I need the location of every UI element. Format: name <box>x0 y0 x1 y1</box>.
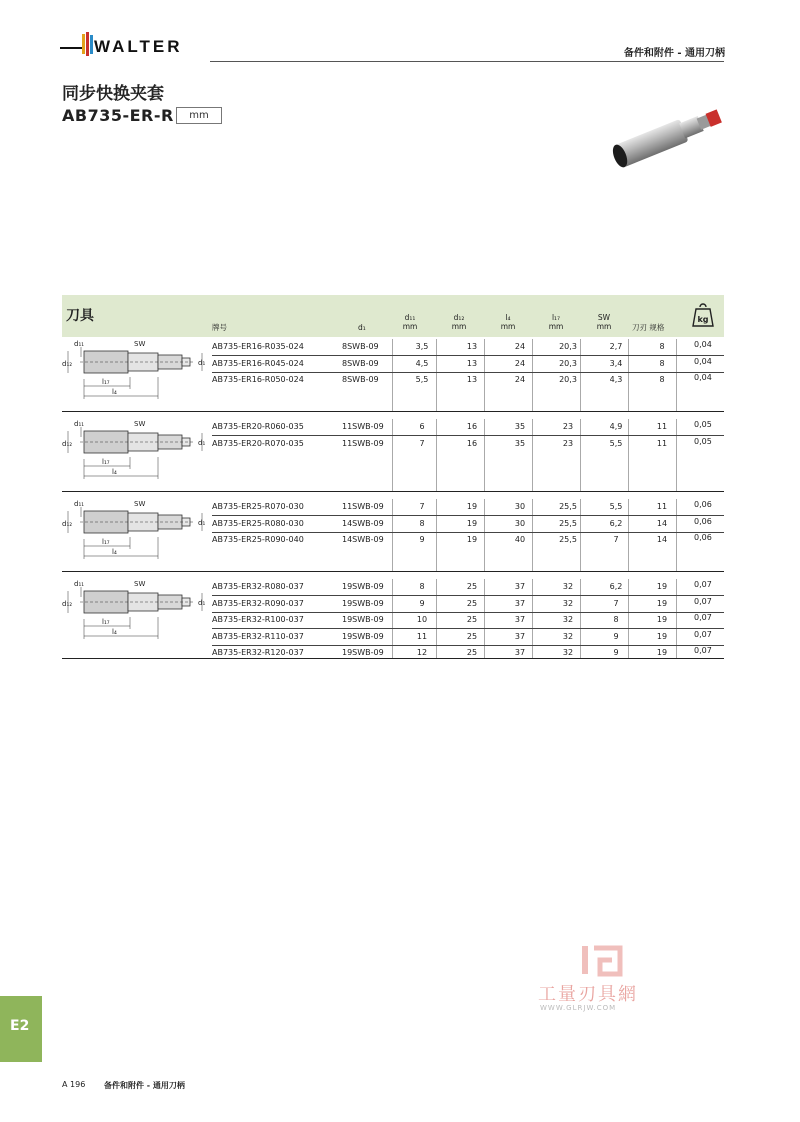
tool-drawing <box>62 579 210 643</box>
sw-code-cell: 8SWB-09 <box>342 342 379 351</box>
drawing-label: d₁ <box>198 519 206 527</box>
unit-badge: mm <box>176 107 222 124</box>
weight-cell: 0,05 <box>694 436 712 446</box>
part-number-cell: AB735-ER32-R090-037 <box>212 598 304 608</box>
col-d1: d₁ <box>358 323 366 332</box>
drawing-label: d₁ <box>198 359 206 367</box>
sw-code-cell: 19SWB-09 <box>342 631 384 641</box>
part-number-cell: AB735-ER25-R070-030 <box>212 502 304 511</box>
l4-cell: 30 <box>514 502 526 511</box>
l17-cell: 20,3 <box>559 375 577 384</box>
weight-cell: 0,06 <box>694 516 712 526</box>
sw-cell: 6,2 <box>609 518 623 528</box>
weight-kg-icon <box>692 301 714 327</box>
sw-cell: 5,5 <box>609 438 623 448</box>
l4-cell: 37 <box>514 598 526 608</box>
product-code: AB735-ER-R <box>62 106 174 125</box>
weight-cell: 0,07 <box>694 580 712 589</box>
sw-cell: 7 <box>613 535 619 544</box>
table-row <box>212 339 724 355</box>
l17-cell: 25,5 <box>559 518 577 528</box>
d1-cell: 10 <box>416 615 428 624</box>
part-number-cell: AB735-ER16-R050-024 <box>212 375 304 384</box>
page-title: 同步快换夹套 <box>62 84 164 104</box>
watermark-text: 工量刃具網 <box>538 984 638 1005</box>
group-bottom-rule <box>62 491 724 492</box>
col-spec: 刀刃 规格 <box>632 323 665 332</box>
footer-section: 备件和附件 - 通用刀柄 <box>104 1081 185 1090</box>
sw-cell: 3,4 <box>609 358 623 368</box>
d12-cell: 25 <box>466 582 478 591</box>
l4-cell: 37 <box>514 648 526 657</box>
l17-cell: 32 <box>562 648 574 657</box>
weight-cell: 0,04 <box>694 373 712 382</box>
drawing-label: l₄ <box>112 388 117 396</box>
part-number-cell: AB735-ER32-R100-037 <box>212 615 304 624</box>
d1-cell: 3,5 <box>415 342 429 351</box>
drawing-label: SW <box>134 500 146 508</box>
d1-cell: 8 <box>419 518 425 528</box>
part-number-cell: AB735-ER32-R080-037 <box>212 582 304 591</box>
l17-cell: 20,3 <box>559 358 577 368</box>
drawing-label: l₄ <box>112 548 117 556</box>
col-d12: d₁₂ mm <box>451 313 467 331</box>
spec-cell: 14 <box>656 535 668 544</box>
table-row <box>212 419 724 435</box>
d1-cell: 8 <box>419 582 425 591</box>
weight-cell: 0,04 <box>694 340 712 349</box>
sw-cell: 4,9 <box>609 422 623 431</box>
d12-cell: 13 <box>466 342 478 351</box>
drawing-label: SW <box>134 420 146 428</box>
col-sw: SW mm <box>596 313 612 331</box>
svg-text:kg: kg <box>697 315 709 324</box>
part-number-cell: AB735-ER25-R080-030 <box>212 518 304 528</box>
chapter-tab: E2 <box>0 996 42 1062</box>
sw-cell: 7 <box>613 598 619 608</box>
drawing-label: l₄ <box>112 468 117 476</box>
drawing-label: d₁ <box>198 599 206 607</box>
table-row <box>212 612 724 628</box>
drawing-label: SW <box>134 580 146 588</box>
sw-cell: 5,5 <box>609 502 623 511</box>
spec-cell: 19 <box>656 615 668 624</box>
part-number-cell: AB735-ER32-R110-037 <box>212 631 304 641</box>
col-d11: d₁₁ mm <box>402 313 418 331</box>
table-row <box>212 356 724 372</box>
sw-code-cell: 8SWB-09 <box>342 375 379 384</box>
drawing-label: l₄ <box>112 628 117 636</box>
d1-cell: 11 <box>416 631 428 641</box>
table-section-title: 刀具 <box>66 308 94 324</box>
sw-code-cell: 11SWB-09 <box>342 438 384 448</box>
sw-code-cell: 11SWB-09 <box>342 422 384 431</box>
spec-cell: 19 <box>656 648 668 657</box>
spec-cell: 19 <box>656 598 668 608</box>
d12-cell: 16 <box>466 438 478 448</box>
header-section: 备件和附件 - 通用刀柄 <box>623 48 725 59</box>
table-row <box>212 629 724 645</box>
table-row <box>212 516 724 532</box>
group-bottom-rule <box>62 658 724 659</box>
l4-cell: 35 <box>514 438 526 448</box>
drawing-label: d₁₁ <box>74 500 85 508</box>
l17-cell: 23 <box>562 422 574 431</box>
weight-cell: 0,07 <box>694 646 712 655</box>
watermark-logo-icon <box>580 944 626 978</box>
l4-cell: 24 <box>514 342 526 351</box>
sw-code-cell: 19SWB-09 <box>342 582 384 591</box>
d1-cell: 6 <box>419 422 425 431</box>
l4-cell: 30 <box>514 518 526 528</box>
watermark-url: WWW.GLRJW.COM <box>540 1004 617 1012</box>
l17-cell: 25,5 <box>559 535 577 544</box>
d12-cell: 25 <box>466 631 478 641</box>
l17-cell: 23 <box>562 438 574 448</box>
sw-cell: 9 <box>613 648 619 657</box>
col-l17: l₁₇ mm <box>548 313 564 331</box>
sw-cell: 8 <box>613 615 619 624</box>
tool-drawing <box>62 499 210 563</box>
sw-code-cell: 8SWB-09 <box>342 358 379 368</box>
drawing-label: l₁₇ <box>102 538 110 546</box>
spec-cell: 14 <box>656 518 668 528</box>
spec-cell: 8 <box>659 342 665 351</box>
d1-cell: 9 <box>419 535 425 544</box>
group-bottom-rule <box>62 571 724 572</box>
l4-cell: 40 <box>514 535 526 544</box>
d12-cell: 19 <box>466 518 478 528</box>
l4-cell: 37 <box>514 615 526 624</box>
sw-code-cell: 19SWB-09 <box>342 648 384 657</box>
part-number-cell: AB735-ER16-R045-024 <box>212 358 304 368</box>
tool-drawing <box>62 339 210 403</box>
d1-cell: 7 <box>419 438 425 448</box>
l17-cell: 32 <box>562 582 574 591</box>
sw-cell: 9 <box>613 631 619 641</box>
l4-cell: 37 <box>514 582 526 591</box>
drawing-label: l₁₇ <box>102 618 110 626</box>
l4-cell: 37 <box>514 631 526 641</box>
part-number-cell: AB735-ER16-R035-024 <box>212 342 304 351</box>
drawing-label: d₁₂ <box>62 520 73 528</box>
table-header <box>62 295 724 337</box>
page-number: A 196 <box>62 1080 86 1089</box>
product-image <box>606 98 732 168</box>
sw-cell: 6,2 <box>609 582 623 591</box>
sw-code-cell: 19SWB-09 <box>342 598 384 608</box>
l17-cell: 32 <box>562 598 574 608</box>
tool-group <box>62 339 724 411</box>
header-divider <box>210 61 724 62</box>
d1-cell: 7 <box>419 502 425 511</box>
weight-cell: 0,07 <box>694 596 712 606</box>
drawing-label: d₁₂ <box>62 360 73 368</box>
d12-cell: 25 <box>466 615 478 624</box>
sw-cell: 4,3 <box>609 375 623 384</box>
weight-cell: 0,04 <box>694 356 712 366</box>
table-row <box>212 532 724 548</box>
d12-cell: 19 <box>466 502 478 511</box>
spec-cell: 8 <box>659 375 665 384</box>
drawing-label: l₁₇ <box>102 458 110 466</box>
d12-cell: 13 <box>466 358 478 368</box>
weight-cell: 0,07 <box>694 613 712 622</box>
d1-cell: 9 <box>419 598 425 608</box>
table-row <box>212 579 724 595</box>
sw-code-cell: 14SWB-09 <box>342 535 384 544</box>
l17-cell: 32 <box>562 631 574 641</box>
sw-code-cell: 14SWB-09 <box>342 518 384 528</box>
spec-cell: 11 <box>656 502 668 511</box>
l4-cell: 35 <box>514 422 526 431</box>
brand-name: WALTER <box>94 37 183 56</box>
weight-cell: 0,07 <box>694 629 712 639</box>
tool-group <box>62 419 724 491</box>
spec-cell: 11 <box>656 438 668 448</box>
group-bottom-rule <box>62 411 724 412</box>
sw-code-cell: 11SWB-09 <box>342 502 384 511</box>
weight-cell: 0,05 <box>694 420 712 429</box>
l17-cell: 32 <box>562 615 574 624</box>
sw-cell: 2,7 <box>609 342 623 351</box>
table-row <box>212 372 724 388</box>
drawing-label: d₁₁ <box>74 580 85 588</box>
spec-cell: 19 <box>656 631 668 641</box>
table-row <box>212 499 724 515</box>
weight-cell: 0,06 <box>694 533 712 542</box>
spec-cell: 11 <box>656 422 668 431</box>
spec-cell: 19 <box>656 582 668 591</box>
part-number-cell: AB735-ER25-R090-040 <box>212 535 304 544</box>
drawing-label: d₁₁ <box>74 420 85 428</box>
part-number-cell: AB735-ER20-R070-035 <box>212 438 304 448</box>
d12-cell: 16 <box>466 422 478 431</box>
l17-cell: 20,3 <box>559 342 577 351</box>
table-row <box>212 596 724 612</box>
col-part: 牌号 <box>212 323 227 332</box>
drawing-label: d₁ <box>198 439 206 447</box>
d12-cell: 19 <box>466 535 478 544</box>
col-l4: l₄ mm <box>500 313 516 331</box>
d1-cell: 5,5 <box>415 375 429 384</box>
tool-drawing <box>62 419 210 483</box>
d12-cell: 25 <box>466 648 478 657</box>
drawing-label: d₁₂ <box>62 440 73 448</box>
l4-cell: 24 <box>514 358 526 368</box>
d12-cell: 13 <box>466 375 478 384</box>
d1-cell: 12 <box>416 648 428 657</box>
part-number-cell: AB735-ER32-R120-037 <box>212 648 304 657</box>
drawing-label: SW <box>134 340 146 348</box>
table-row <box>212 436 724 452</box>
d1-cell: 4,5 <box>415 358 429 368</box>
drawing-label: l₁₇ <box>102 378 110 386</box>
l4-cell: 24 <box>514 375 526 384</box>
tool-group <box>62 499 724 571</box>
d12-cell: 25 <box>466 598 478 608</box>
tool-group <box>62 579 724 658</box>
weight-cell: 0,06 <box>694 500 712 509</box>
drawing-label: d₁₂ <box>62 600 73 608</box>
part-number-cell: AB735-ER20-R060-035 <box>212 422 304 431</box>
sw-code-cell: 19SWB-09 <box>342 615 384 624</box>
spec-cell: 8 <box>659 358 665 368</box>
drawing-label: d₁₁ <box>74 340 85 348</box>
l17-cell: 25,5 <box>559 502 577 511</box>
